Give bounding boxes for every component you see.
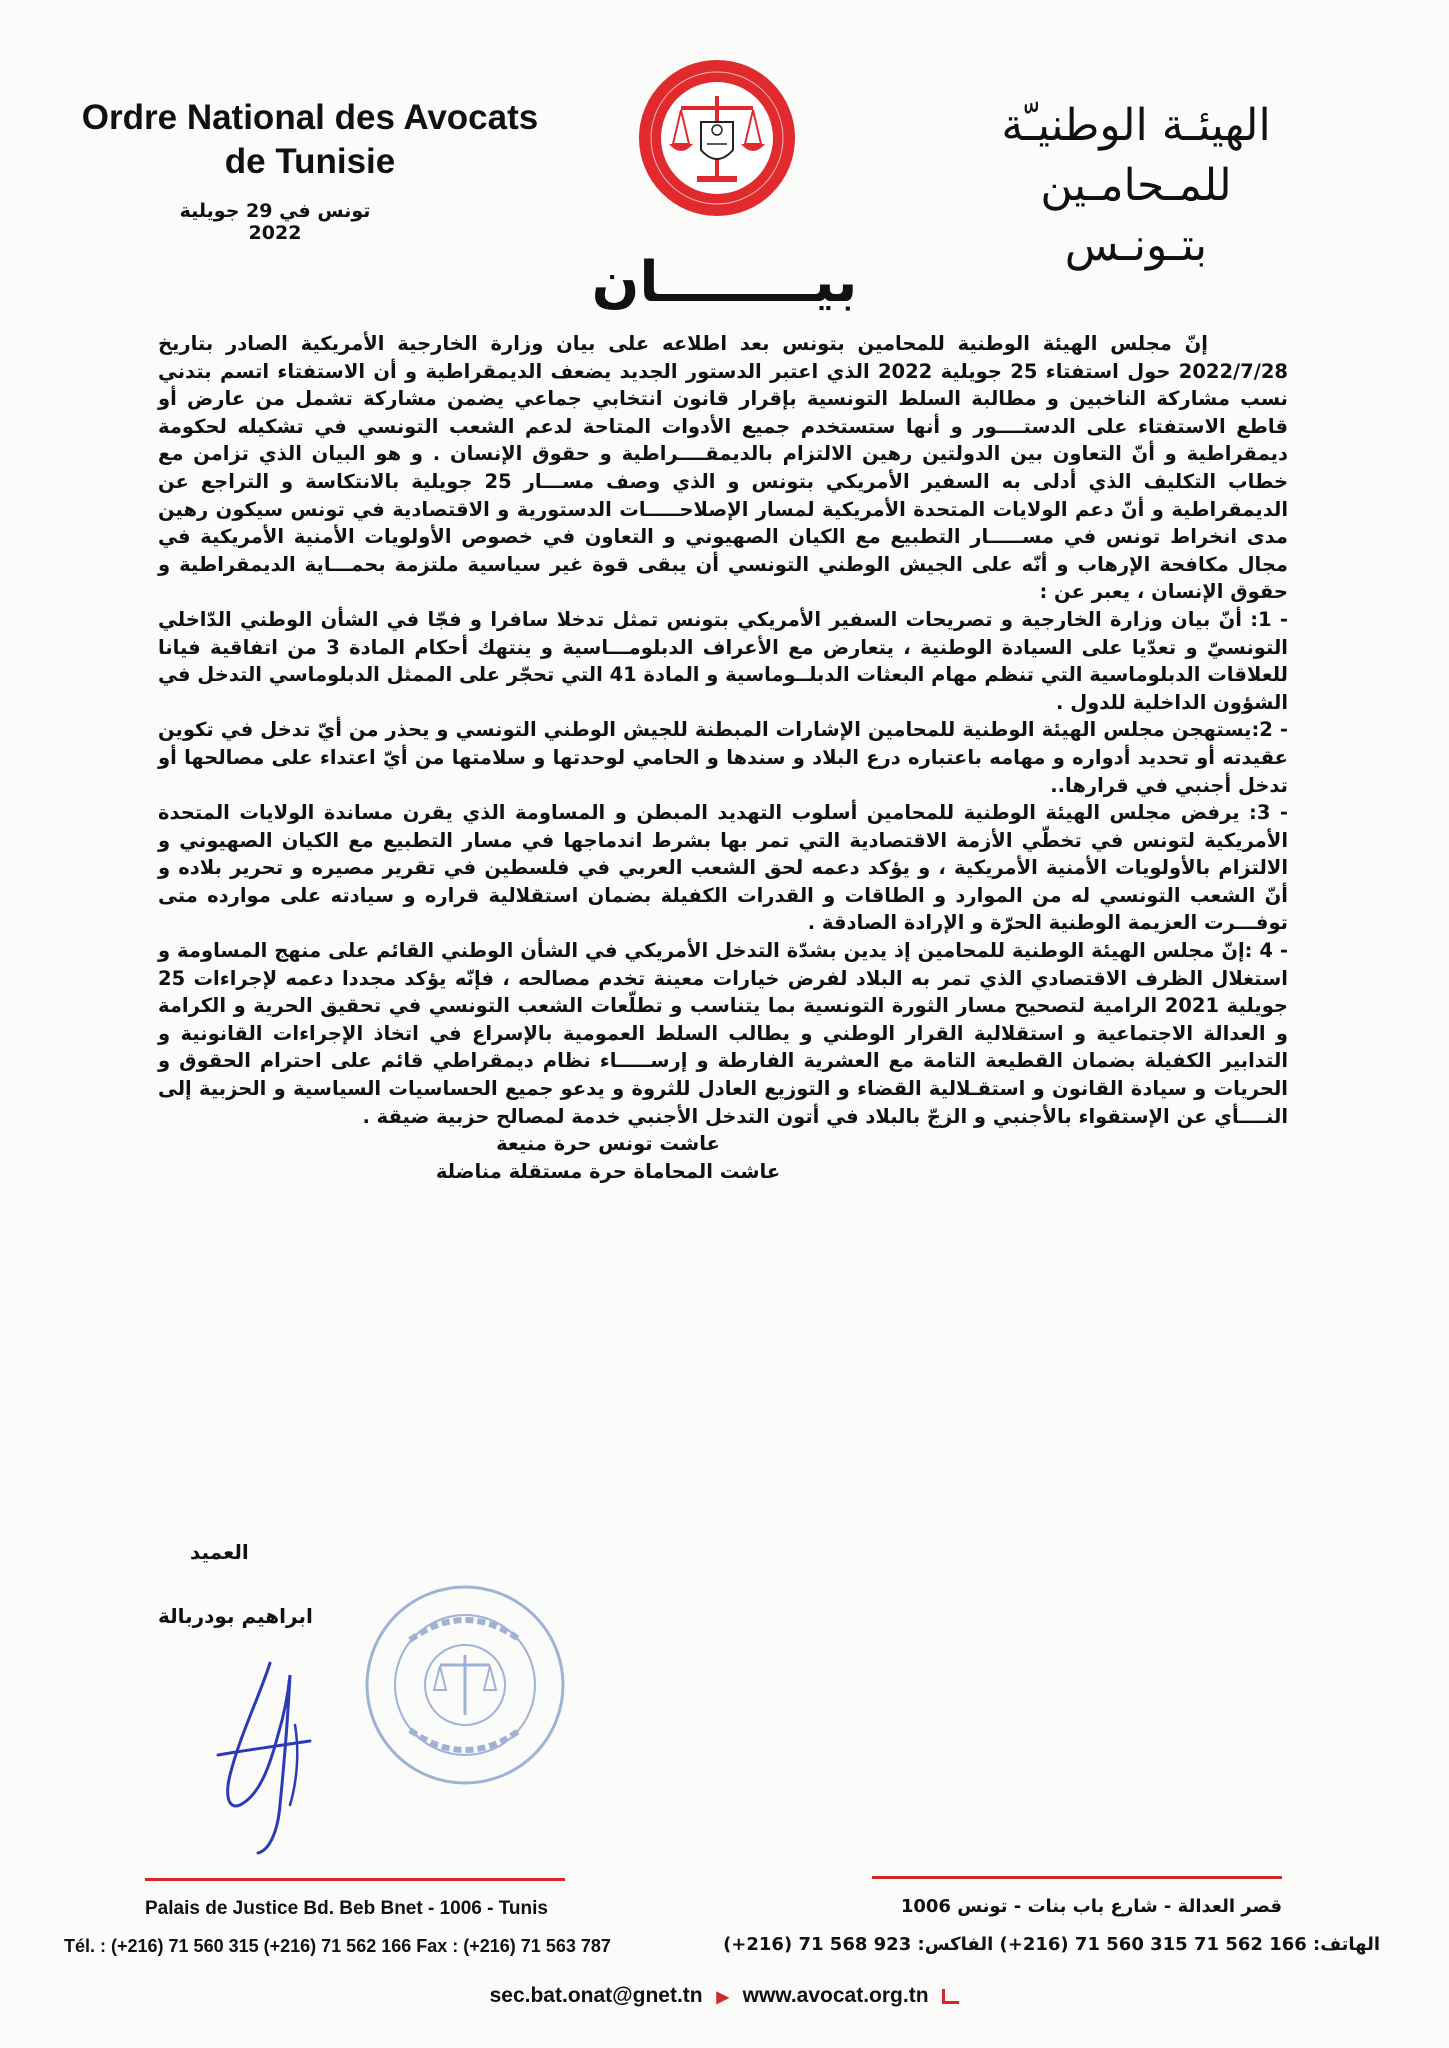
statement-body xyxy=(158,330,1288,1185)
footer-divider-right xyxy=(872,1876,1282,1879)
footer-phone-arabic: الهاتف: 166 562 71 315 560 71 (216+) الفاكس: 923 568 71 (216+) xyxy=(723,1934,1380,1955)
paragraph-point-1: - 1: أنّ بيان وزارة الخارجية و تصريحات السفير الأمريكي بتونس تمثل تدخلا سافرا و فجّا في الشأن الوطني الدّاخلي التونسيّ و تعدّيا على السيادة الوطنية ، يتعارض مع الأعراف الدبلومـــاسية و ينتهك أحكام المادة 3 من اتفاقية فيانا للعلاقات الدبلوماسية التي تنظم مهام البعثات الدبلــوماسية و المادة 41 التي تحجّر على الممثل الدبلوماسي التدخل في الشؤون الداخلية للدول . xyxy=(158,607,1288,714)
paragraph-point-3: - 3: يرفض مجلس الهيئة الوطنية للمحامين أسلوب التهديد المبطن و المساومة الذي يقرن مساندة الولايات المتحدة الأمريكية لتونس في تخطّي الأزمة الاقتصادية التي تمر بها بشرط اندماجها في مسار التطبيع مع الكيان الصهيوني و الالتزام بالأولويات الأمنية الأمريكية ، و يؤكد دعمه لحق الشعب العربي في فلسطين في تقرير مصيره و تحرير بلاده و أنّ الشعب التونسي له من الموارد و الطاقات و القدرات الكفيلة بضمان استقلالية قراره و سيادته على موارده متى توفـــرت العزيمة الوطنية الحرّة و الإرادة الصادقة . xyxy=(158,801,1288,935)
bar-association-logo xyxy=(637,58,797,218)
website-link[interactable]: www.avocat.org.tn xyxy=(742,1984,929,2007)
paragraph-point-2: - 2:يستهجن مجلس الهيئة الوطنية للمحامين الإشارات المبطنة للجيش الوطني التونسي و يحذر من أيّ تدخل في تكوين عقيدته أو تحديد أدواره و مهامه باعتباره درع البلاد و سندها و الحامي لوحدتها و سلامتها من أيّ اعتداء على مصالحها أو تدخل أجنبي في قرارها.. xyxy=(158,718,1288,797)
signatory-title: العميد xyxy=(190,1540,249,1564)
org-name-arabic-line2: بتـونـس xyxy=(1064,220,1208,271)
footer-contact xyxy=(0,1984,1449,2008)
closing-line-2: عاشت المحاماة حرة مستقلة مناضلة xyxy=(435,1159,781,1183)
email-link[interactable]: sec.bat.onat@gnet.tn xyxy=(489,1984,703,2007)
footer-divider-left xyxy=(145,1878,565,1881)
arrow-right-icon: ▶ xyxy=(716,1989,729,2006)
org-name-arabic xyxy=(901,96,1371,276)
org-name-french xyxy=(70,96,550,184)
footer-address-arabic: قصر العدالة - شارع باب بنات - تونس 1006 xyxy=(900,1896,1282,1917)
org-name-french-line1: Ordre National des Avocats xyxy=(81,98,539,137)
corner-bracket-icon xyxy=(942,1989,959,2004)
footer-address-french: Palais de Justice Bd. Beb Bnet - 1006 - Tunis xyxy=(145,1898,548,1919)
handwritten-signature xyxy=(200,1655,330,1855)
document-title: بيــــــــان xyxy=(591,250,858,315)
document-date: تونس في 29 جويلية 2022 xyxy=(179,200,371,244)
org-name-french-line2: de Tunisie xyxy=(224,142,396,181)
official-stamp xyxy=(360,1580,570,1790)
closing-line-1: عاشت تونس حرة منيعة xyxy=(496,1132,720,1156)
signatory-name: ابراهيم بودربالة xyxy=(158,1604,313,1628)
org-name-arabic-line1: الهيئـة الوطنيـّة للمـحامـين xyxy=(1001,100,1271,211)
paragraph-intro: إنّ مجلس الهيئة الوطنية للمحامين بتونس بعد اطلاعه على بيان وزارة الخارجية الأمريكية الصادر بتاريخ 2022/7/28 حول استفتاء 25 جويلية 2022 الذي اعتبر الدستور الجديد يضعف الديمقراطية و أن الاستفتاء اتسم بتدني نسب مشاركة الناخبين و مطالبة السلط التونسية بإقرار قانون انتخابي جماعي يضمن مشاركة تشمل من عارض أو قاطع الاستفتاء على الدستــــور و أنها ستستخدم جميع الأدوات المتاحة لدعم الشعب التونسي في تشكيله لحكومة ديمقراطية و أنّ التعاون بين الدولتين رهين الالتزام بالديمقــــراطية و حقوق الإنسان . و هو البيان الذي تزامن مع خطاب التكليف الذي أدلى به السفير الأمريكي بتونس و الذي وصف مســـار 25 جويلية بالانتكاسة و التراجع عن الديمقراطية و أنّ دعم الولايات المتحدة الأمريكية لمسار الإصلاحـــــات الدستورية و الاقتصادية في تونس سيكون رهين مدى انخراط تونس في مســـــار التطبيع مع الكيان الصهيوني و التعاون في خصوص الأولويات الأمنية الأمريكية في مجال مكافحة الإرهاب و أنّه على الجيش الوطني التونسي أن يبقى قوة غير سياسية ملتزمة بحمـــاية الديمقراطية و حقوق الإنسان ، يعبر عن : xyxy=(158,332,1288,604)
footer-phone-french: Tél. : (+216) 71 560 315 (+216) 71 562 166 Fax : (+216) 71 563 787 xyxy=(64,1936,611,1956)
paragraph-point-4: - 4 :إنّ مجلس الهيئة الوطنية للمحامين إذ يدين بشدّة التدخل الأمريكي في الشأن الوطني القائم على منهج المساومة و استغلال الظرف الاقتصادي الذي تمر به البلاد لفرض خيارات معينة تخدم مصالحه ، فإنّه يؤكد مجددا دعمه لإجراءات 25 جويلية 2021 الرامية لتصحيح مسار الثورة التونسية بما يتناسب و تطلّعات الشعب التونسي في تحقيق الحرية و الكرامة و العدالة الاجتماعية و استقلالية القرار الوطني و يطالب السلط العمومية بالإسراع في اتخاذ الإجراءات القانونية و التدابير الكفيلة بضمان القطيعة التامة مع العشرية الفارطة و إرســـــاء نظام ديمقراطي قائم على احترام الحقوق و الحريات و سيادة القانون و استقـلالية القضاء و التوزيع العادل للثروة و يدعو جميع الحساسيات السياسية و الحزبية إلى النــــأي عن الإستقواء بالأجنبي و الزجّ بالبلاد في أتون التدخل الأجنبي خدمة لمصالح حزبية ضيقة . xyxy=(158,939,1288,1128)
